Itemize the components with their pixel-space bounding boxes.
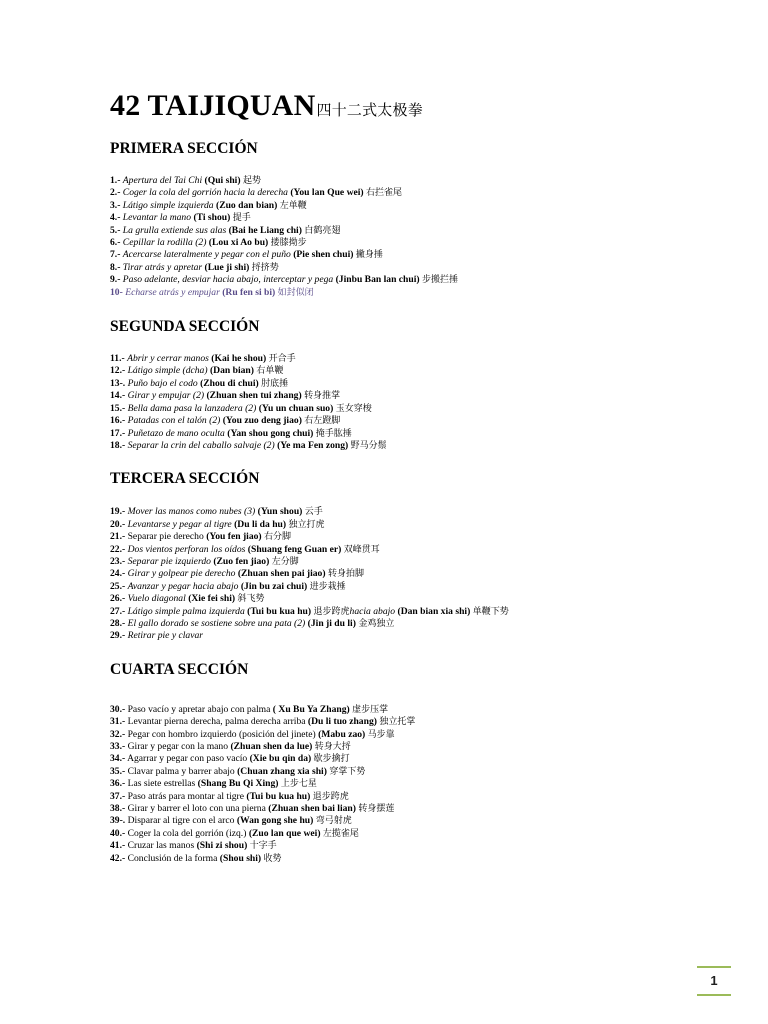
item-number: 11.- xyxy=(110,353,125,365)
item-spanish-name: Abrir y cerrar manos xyxy=(127,353,209,365)
item-number: 32.- xyxy=(110,728,126,740)
movement-item xyxy=(110,353,730,365)
section-heading: SEGUNDA SECCIÓN xyxy=(110,318,260,336)
item-pinyin: (Lue ji shi) xyxy=(204,261,250,273)
item-chinese: 进步栽捶 xyxy=(309,581,346,592)
item-number: 8.- xyxy=(110,261,121,273)
movement-item xyxy=(110,225,730,237)
movement-item xyxy=(110,428,730,440)
item-spanish-name: Pegar con hombro izquierdo (posición del jinete) xyxy=(127,728,316,740)
item-number: 7.- xyxy=(110,249,121,261)
item-number: 29.- xyxy=(110,630,126,642)
item-spanish-name: Látigo simple (dcha) xyxy=(127,365,208,377)
item-chinese: 如封似闭 xyxy=(277,287,314,298)
item-pinyin: (Xie fei shi) xyxy=(188,593,236,605)
item-chinese: 开合手 xyxy=(268,354,296,365)
movement-item xyxy=(110,741,730,753)
item-chinese: 白鹤亮翅 xyxy=(304,225,341,236)
item-pinyin: (Zhuan shen da lue) xyxy=(230,741,313,752)
item-pinyin: (Zuo lan que wei) xyxy=(248,827,321,839)
item-pinyin: (Tui bu kua hu) xyxy=(247,605,312,617)
item-pinyin: (You zuo deng jiao) xyxy=(222,415,302,427)
movement-list xyxy=(110,353,730,452)
item-chinese: 捋挤势 xyxy=(251,262,279,273)
item-pinyin: (Zhuan shen tui zhang) xyxy=(206,390,302,402)
item-pinyin: (Shou shi) xyxy=(219,852,262,864)
movement-item xyxy=(110,815,730,827)
item-pinyin: (Yun shou) xyxy=(257,506,303,518)
item-spanish-name: Cruzar las manos xyxy=(127,840,195,852)
item-spanish-name: Clavar palma y barrer abajo xyxy=(127,765,235,777)
item-spanish-name: Girar y pegar con la mano xyxy=(127,741,229,752)
title-main: 42 TAIJIQUAN xyxy=(110,89,316,122)
item-number: 22.- xyxy=(110,543,126,555)
item-chinese: 转身推掌 xyxy=(304,391,341,402)
item-pinyin: (Shang Bu Qi Xing) xyxy=(197,778,279,790)
item-pinyin: ( Xu Bu Ya Zhang) xyxy=(272,703,350,715)
item-pinyin-2: (Dan bian xia shi) xyxy=(397,605,471,617)
item-number: 23.- xyxy=(110,555,126,567)
item-spanish-name: Separar pie derecho xyxy=(127,531,204,543)
movement-item xyxy=(110,262,730,274)
item-number: 24.- xyxy=(110,568,126,580)
item-number: 34.- xyxy=(110,753,126,765)
item-spanish-name: Separar pie izquierdo xyxy=(127,555,211,567)
item-chinese: 起势 xyxy=(242,176,261,186)
item-chinese: 转身拍脚 xyxy=(327,569,364,580)
item-chinese: 独立打虎 xyxy=(288,519,325,530)
movement-item xyxy=(110,568,730,580)
item-pinyin: (Shuang feng Guan er) xyxy=(247,543,342,555)
section-heading: CUARTA SECCIÓN xyxy=(110,660,249,678)
item-chinese: 金鸡独立 xyxy=(358,618,395,629)
item-pinyin: (Shi zi shou) xyxy=(196,840,248,852)
item-spanish-name: El gallo dorado se sostiene sobre una pata (2) xyxy=(127,617,306,629)
item-spanish-name: Echarse atrás y empujar xyxy=(125,286,220,298)
movement-item xyxy=(110,415,730,427)
item-spanish-name: La grulla extiende sus alas xyxy=(122,224,227,236)
item-pinyin: (Zuo fen jiao) xyxy=(213,555,270,567)
movement-item xyxy=(110,618,730,630)
item-chinese: 收势 xyxy=(263,853,282,864)
item-pinyin: (Xie bu qin da) xyxy=(249,753,312,765)
movement-item xyxy=(110,593,730,605)
item-spanish-name: Girar y empujar (2) xyxy=(127,390,205,402)
item-pinyin: (Du li da hu) xyxy=(234,518,287,530)
item-number: 38.- xyxy=(110,803,126,815)
item-spanish-name: Paso atrás para montar al tigre xyxy=(127,790,245,802)
item-pinyin: (Jin bu zai chui) xyxy=(240,580,308,592)
movement-item xyxy=(110,729,730,741)
item-number: 26.- xyxy=(110,593,126,605)
item-spanish-name: Paso vacío y apretar abajo con palma xyxy=(127,703,271,715)
item-pinyin: (Tui bu kua hu) xyxy=(246,790,311,802)
movement-item xyxy=(110,630,730,642)
item-number: 1.- xyxy=(110,175,121,186)
item-spanish-name: Paso adelante, desviar hacia abajo, interceptar y pega xyxy=(122,274,334,286)
movement-item xyxy=(110,704,730,716)
item-chinese-2: 单鞭下势 xyxy=(472,606,509,617)
item-number: 14.- xyxy=(110,390,126,402)
item-chinese: 转身大捋 xyxy=(314,742,351,752)
item-chinese: 左分脚 xyxy=(271,556,299,567)
item-spanish-name: Vuelo diagonal xyxy=(127,593,186,605)
item-chinese: 玉女穿梭 xyxy=(335,403,372,414)
item-pinyin: (Wan gong she hu) xyxy=(236,815,314,827)
movement-item xyxy=(110,753,730,765)
movement-item xyxy=(110,175,730,187)
item-chinese: 左揽雀尾 xyxy=(322,828,359,839)
item-chinese: 独立托掌 xyxy=(379,717,416,728)
item-chinese: 退步跨虎 xyxy=(313,606,350,617)
item-number: 15.- xyxy=(110,402,126,414)
movement-item xyxy=(110,778,730,790)
item-number: 31.- xyxy=(110,716,126,728)
item-number: 25.- xyxy=(110,580,126,592)
movement-item xyxy=(110,544,730,556)
item-spanish-name: Agarrar y pegar con paso vacío xyxy=(127,753,248,765)
movement-item xyxy=(110,403,730,415)
item-spanish-name: Apertura del Tai Chi xyxy=(122,175,203,186)
page-title xyxy=(110,88,730,128)
item-pinyin: (Yan shou gong chui) xyxy=(227,427,314,439)
item-pinyin: (Lou xi Ao bu) xyxy=(208,237,269,249)
document-page xyxy=(110,88,730,865)
item-spanish-name: Girar y golpear pie derecho xyxy=(127,568,236,580)
item-spanish-name: Levantar pierna derecha, palma derecha arriba xyxy=(127,716,306,728)
page-footer xyxy=(697,966,731,996)
item-pinyin: (Ru fen si bi) xyxy=(222,286,276,298)
item-pinyin: (Dan bian) xyxy=(209,365,254,377)
item-chinese: 野马分鬃 xyxy=(350,440,387,451)
item-chinese: 右左蹬脚 xyxy=(304,416,341,427)
item-number: 33.- xyxy=(110,741,126,752)
item-chinese: 虚步压掌 xyxy=(352,704,389,715)
item-number: 27.- xyxy=(110,605,126,617)
item-spanish-name: Dos vientos perforan los oídos xyxy=(127,543,246,555)
item-spanish-name: Levantar la mano xyxy=(122,212,192,224)
item-spanish-name: Látigo simple palma izquierda xyxy=(127,605,245,617)
item-number: 36.- xyxy=(110,778,126,790)
item-pinyin: (Chuan zhang xia shi) xyxy=(237,765,327,777)
item-pinyin: (Mabu zao) xyxy=(318,728,366,740)
item-spanish-name: Puñetazo de mano oculta xyxy=(127,427,225,439)
item-number: 4.- xyxy=(110,212,121,224)
item-chinese: 弯弓射虎 xyxy=(315,816,352,827)
item-chinese: 步搬拦捶 xyxy=(422,275,459,286)
item-spanish-name: Avanzar y pegar hacia abajo xyxy=(127,580,239,592)
item-number: 37.- xyxy=(110,790,126,802)
item-chinese: 左单鞭 xyxy=(279,200,307,211)
item-number: 10- xyxy=(110,286,123,298)
movement-list xyxy=(110,506,730,642)
sections-container xyxy=(110,139,730,865)
item-number: 16.- xyxy=(110,415,126,427)
item-chinese: 马步靠 xyxy=(367,729,395,740)
section-heading: TERCERA SECCIÓN xyxy=(110,470,260,488)
movement-item xyxy=(110,506,730,518)
item-chinese: 十字手 xyxy=(249,841,277,852)
movement-item xyxy=(110,606,730,618)
movement-item xyxy=(110,274,730,286)
movement-item xyxy=(110,378,730,390)
item-chinese: 掩手肱捶 xyxy=(315,428,352,439)
movement-item xyxy=(110,237,730,249)
item-spanish-name: Mover las manos como nubes (3) xyxy=(127,506,256,518)
movement-item xyxy=(110,187,730,199)
item-chinese: 撇身捶 xyxy=(355,250,383,261)
item-chinese: 云手 xyxy=(304,507,323,518)
item-chinese: 穿掌下势 xyxy=(329,766,366,777)
item-chinese: 搂膝拗步 xyxy=(270,238,307,249)
item-number: 3.- xyxy=(110,199,121,211)
item-number: 41.- xyxy=(110,840,126,852)
movement-item xyxy=(110,791,730,803)
item-spanish-name: Las siete estrellas xyxy=(127,778,196,790)
movement-item xyxy=(110,853,730,865)
item-number: 39-. xyxy=(110,815,126,827)
item-pinyin: (Bai he Liang chi) xyxy=(228,224,302,236)
item-chinese: 双峰贯耳 xyxy=(343,544,380,555)
item-pinyin: (You fen jiao) xyxy=(206,531,262,543)
movement-item xyxy=(110,519,730,531)
item-pinyin: (Kai he shou) xyxy=(211,353,267,365)
movement-item xyxy=(110,249,730,261)
movement-item xyxy=(110,365,730,377)
movement-item xyxy=(110,556,730,568)
footer-rule-bottom xyxy=(697,994,731,996)
movement-item xyxy=(110,828,730,840)
item-pinyin: (Qui shi) xyxy=(204,175,241,186)
item-spanish-name-2: hacia abajo xyxy=(349,605,396,617)
item-number: 18.- xyxy=(110,439,126,451)
item-chinese: 歇步擒打 xyxy=(313,754,350,765)
movement-list xyxy=(110,175,730,299)
item-pinyin: (Pie shen chui) xyxy=(293,249,354,261)
item-number: 5.- xyxy=(110,224,121,236)
item-number: 40.- xyxy=(110,827,126,839)
item-chinese: 退步跨虎 xyxy=(312,791,349,802)
item-spanish-name: Coger la cola del gorrión hacia la derecha xyxy=(122,187,288,199)
item-spanish-name: Tirar atrás y apretar xyxy=(122,261,203,273)
item-number: 35.- xyxy=(110,765,126,777)
item-spanish-name: Coger la cola del gorrión (izq.) xyxy=(127,827,247,839)
item-spanish-name: Puño bajo el codo xyxy=(127,377,198,389)
item-pinyin: (Zhou di chui) xyxy=(200,377,259,389)
item-chinese: 肘底捶 xyxy=(261,378,289,389)
item-number: 13-. xyxy=(110,377,126,389)
item-spanish-name: Látigo simple izquierda xyxy=(122,199,214,211)
section-heading: PRIMERA SECCIÓN xyxy=(110,140,258,157)
item-spanish-name: Levantarse y pegar al tigre xyxy=(127,518,232,530)
item-chinese: 转身摆莲 xyxy=(358,804,395,815)
item-chinese: 右分脚 xyxy=(264,532,292,543)
item-pinyin: (Yu un chuan suo) xyxy=(258,402,334,414)
item-chinese: 上步七星 xyxy=(280,779,317,790)
movement-item xyxy=(110,531,730,543)
movement-item xyxy=(110,716,730,728)
item-spanish-name: Conclusión de la forma xyxy=(127,852,218,864)
title-chinese: 四十二式太极拳 xyxy=(316,101,423,119)
item-spanish-name: Disparar al tigre con el arco xyxy=(127,815,235,827)
item-spanish-name: Cepillar la rodilla (2) xyxy=(122,237,207,249)
movement-item xyxy=(110,803,730,815)
item-pinyin: (Du li tuo zhang) xyxy=(307,716,377,728)
item-pinyin: (Ye ma Fen zong) xyxy=(277,439,349,451)
item-spanish-name: Patadas con el talón (2) xyxy=(127,415,221,427)
item-chinese: 右单鞭 xyxy=(256,366,284,377)
item-number: 20.- xyxy=(110,518,126,530)
item-spanish-name: Retirar pie y clavar xyxy=(127,630,203,642)
movement-list xyxy=(110,704,730,865)
movement-item xyxy=(110,390,730,402)
item-number: 30.- xyxy=(110,703,126,715)
item-number: 2.- xyxy=(110,187,121,199)
movement-item xyxy=(110,212,730,224)
item-number: 19.- xyxy=(110,506,126,518)
item-number: 17.- xyxy=(110,427,126,439)
item-spanish-name: Bella dama pasa la lanzadera (2) xyxy=(127,402,257,414)
item-spanish-name: Acercarse lateralmente y pegar con el puño xyxy=(122,249,291,261)
item-pinyin: (Jin ji du li) xyxy=(307,617,356,629)
movement-item xyxy=(110,440,730,452)
item-pinyin: (Ti shou) xyxy=(193,212,231,224)
item-number: 12.- xyxy=(110,365,126,377)
item-pinyin: (Zhuan shen pai jiao) xyxy=(237,568,326,580)
movement-item xyxy=(110,766,730,778)
item-pinyin: (Zhuan shen bai lian) xyxy=(268,803,356,815)
movement-item xyxy=(110,200,730,212)
item-number: 42.- xyxy=(110,852,126,864)
item-spanish-name: Separar la crin del caballo salvaje (2) xyxy=(127,439,275,451)
item-chinese: 斜飞势 xyxy=(237,594,265,605)
item-pinyin: (Jinbu Ban lan chui) xyxy=(335,274,420,286)
item-pinyin: (Zuo dan bian) xyxy=(216,199,278,211)
item-number: 21.- xyxy=(110,531,126,543)
movement-item xyxy=(110,840,730,852)
item-number: 6.- xyxy=(110,237,121,249)
item-number: 28.- xyxy=(110,617,126,629)
movement-item xyxy=(110,581,730,593)
item-pinyin: (You lan Que wei) xyxy=(290,187,364,199)
item-chinese: 提手 xyxy=(232,213,251,224)
item-spanish-name: Girar y barrer el loto con una pierna xyxy=(127,803,266,815)
item-chinese: 右拦雀尾 xyxy=(366,188,403,199)
page-number: 1 xyxy=(710,973,718,988)
item-number: 9.- xyxy=(110,274,121,286)
movement-item xyxy=(110,287,730,299)
